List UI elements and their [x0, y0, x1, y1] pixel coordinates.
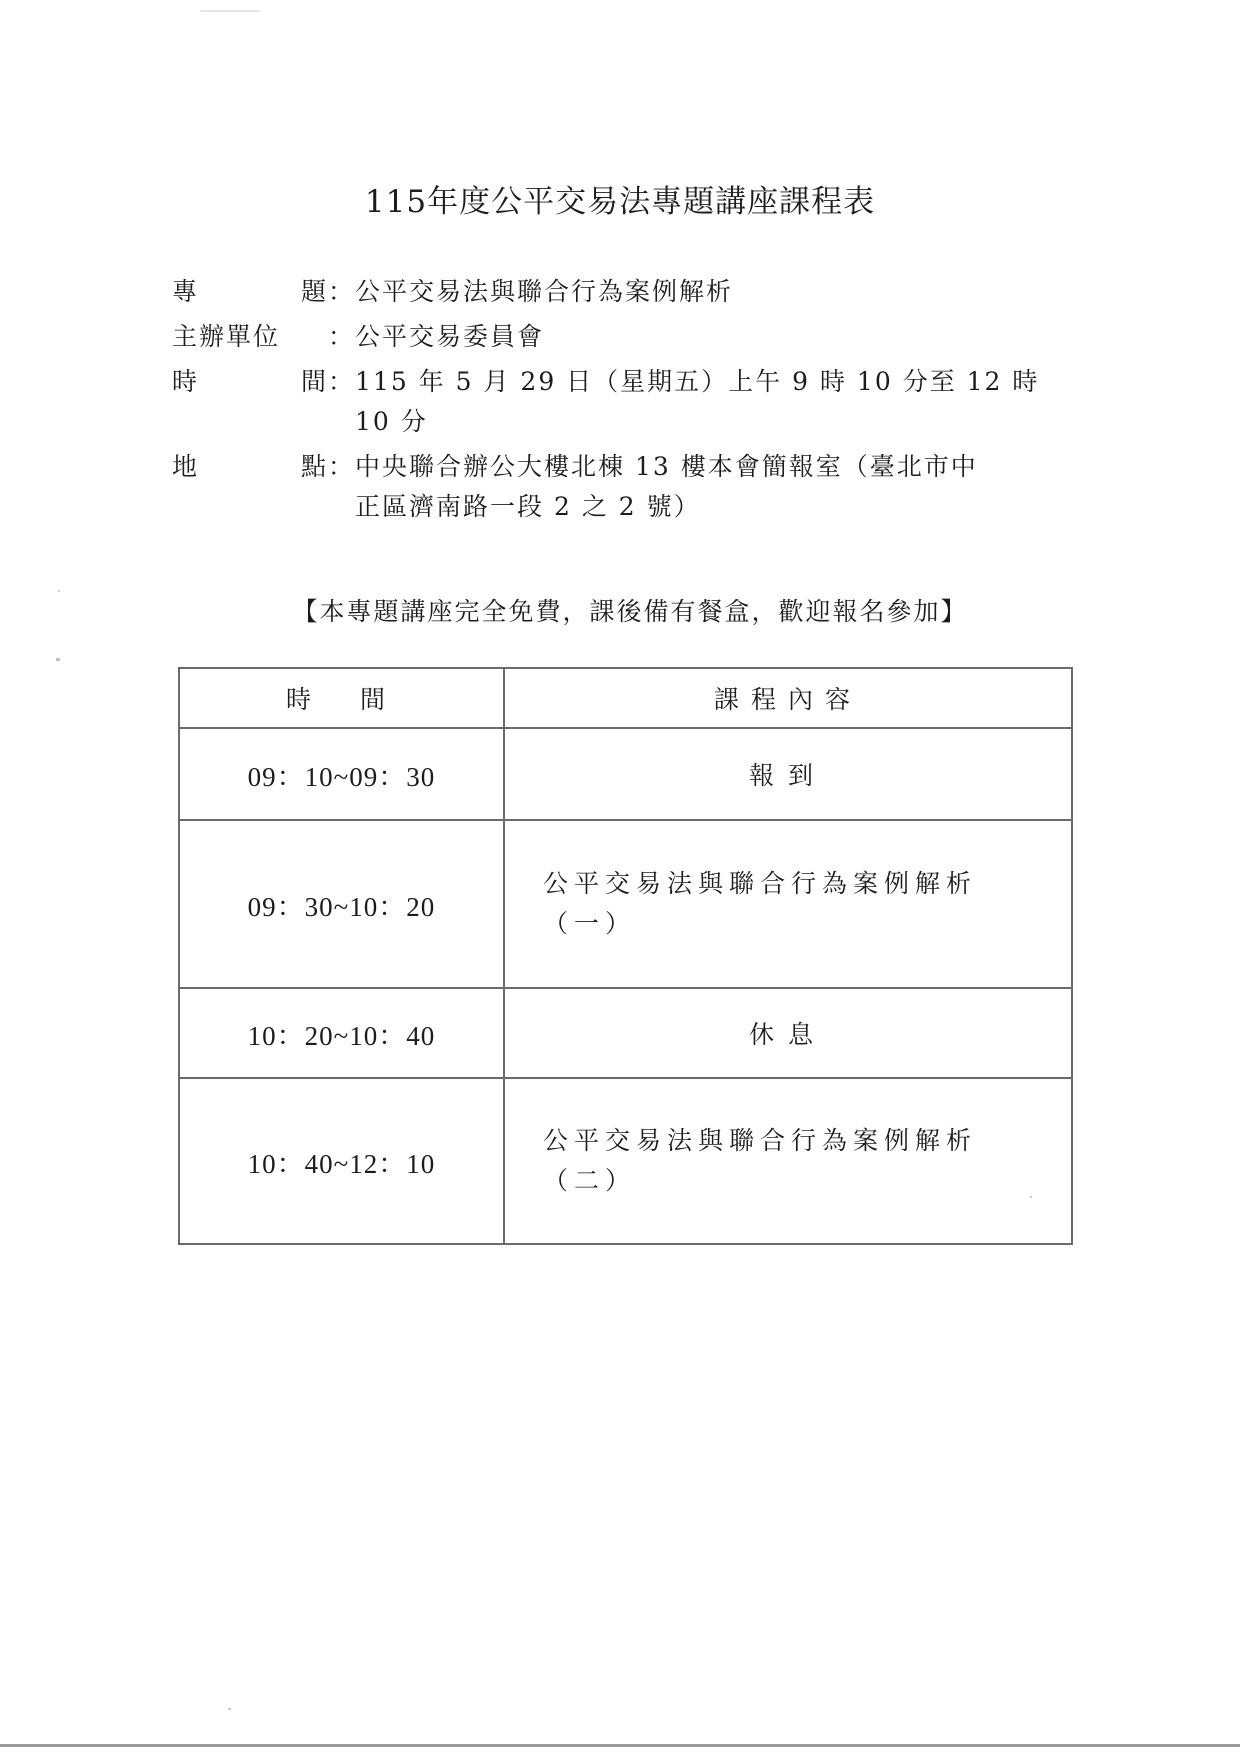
- header-content: 課程內容: [504, 668, 1072, 728]
- info-label: [172, 447, 328, 487]
- content-line: （二）: [542, 1166, 636, 1195]
- info-label-part: 點: [300, 452, 328, 481]
- info-label-part: 專: [172, 277, 200, 306]
- info-row-time: [172, 362, 1072, 442]
- scan-speck: [1030, 1196, 1032, 1198]
- info-colon: ：: [328, 367, 356, 396]
- content-cell: [504, 1078, 1072, 1244]
- info-colon: ：: [328, 452, 356, 481]
- info-label: [172, 362, 328, 402]
- content-cell: [504, 820, 1072, 988]
- info-value-line: 正區濟南路一段 2 之 2 號）: [355, 492, 701, 521]
- info-label-part: 時: [172, 367, 200, 396]
- info-label-part: 題: [300, 277, 328, 306]
- info-value-line: 公平交易法與聯合行為案例解析: [355, 277, 734, 306]
- content-cell: 報到: [504, 728, 1072, 820]
- event-info: [172, 272, 1072, 532]
- scan-speck: [200, 10, 260, 12]
- scan-edge-line: [0, 1744, 1240, 1747]
- info-value: [355, 362, 1072, 442]
- time-cell: 10：20~10：40: [179, 988, 504, 1078]
- time-cell: 09：30~10：20: [179, 820, 504, 988]
- content-cell: 休息: [504, 988, 1072, 1078]
- content-line: 公平交易法與聯合行為案例解析: [542, 869, 977, 898]
- table-row: [179, 820, 1072, 988]
- table-row: [179, 1078, 1072, 1244]
- scan-speck: [58, 590, 60, 592]
- time-cell: 09：10~09：30: [179, 728, 504, 820]
- free-admission-notice: 【本專題講座完全免費，課後備有餐盒，歡迎報名參加】: [292, 597, 968, 626]
- schedule-table: [178, 667, 1073, 1245]
- info-label-part: 間: [300, 367, 328, 396]
- info-label-part: 地: [172, 452, 200, 481]
- info-row-organizer: [172, 317, 1072, 357]
- info-value-line: 中央聯合辦公大樓北棟 13 樓本會簡報室（臺北市中: [355, 452, 978, 481]
- header-time: 時 間: [179, 668, 504, 728]
- table-header-row: [179, 668, 1072, 728]
- info-row-location: [172, 447, 1072, 527]
- info-value: [355, 317, 1072, 357]
- info-value-line: 10 分: [355, 407, 428, 436]
- info-row-topic: [172, 272, 1072, 312]
- content-line: （一）: [542, 909, 636, 938]
- info-label-part: 主辦單位: [172, 322, 281, 351]
- document-title: 115年度公平交易法專題講座課程表: [364, 184, 876, 220]
- info-label: [172, 317, 328, 357]
- table-row: [179, 728, 1072, 820]
- info-value: [355, 272, 1072, 312]
- table-row: [179, 988, 1072, 1078]
- info-label: [172, 272, 328, 312]
- info-value-line: 115 年 5 月 29 日（星期五）上午 9 時 10 分至 12 時: [355, 367, 1040, 396]
- info-colon: ：: [328, 322, 356, 351]
- info-value-line: 公平交易委員會: [355, 322, 545, 351]
- content-line: 公平交易法與聯合行為案例解析: [542, 1126, 977, 1155]
- info-value: [355, 447, 1072, 527]
- time-cell: 10：40~12：10: [179, 1078, 504, 1244]
- scan-speck: [228, 1708, 231, 1710]
- scan-speck: [56, 658, 60, 661]
- info-colon: ：: [328, 277, 356, 306]
